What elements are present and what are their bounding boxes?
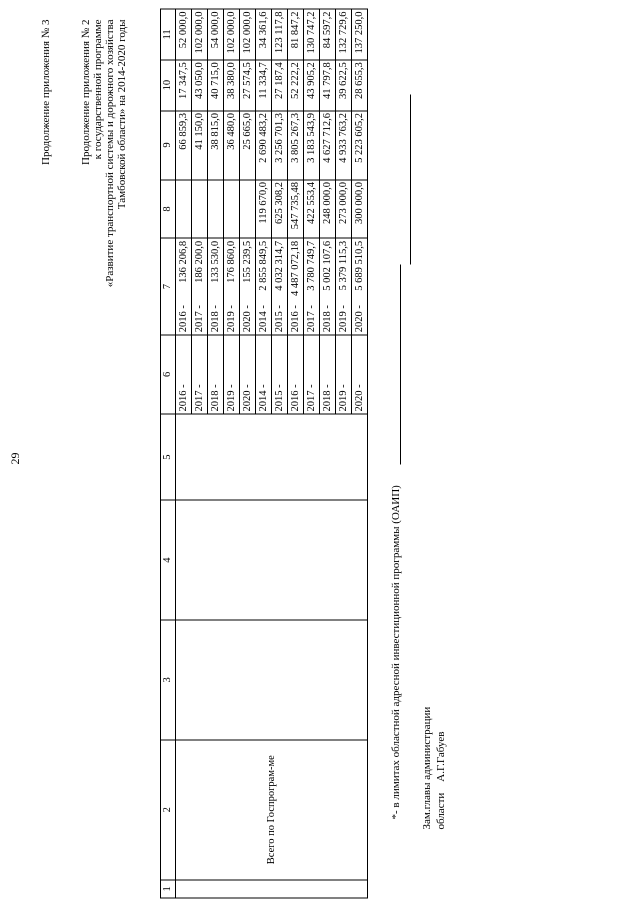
cell-total xyxy=(320,238,336,334)
cell-total-value: 5 379 115,3 xyxy=(337,240,349,291)
cell-local: 11 334,7 xyxy=(256,60,272,111)
header-cell: 7 xyxy=(161,238,176,334)
cell-federal xyxy=(176,180,192,239)
cell-local: 38 380,0 xyxy=(224,60,240,111)
cell-other: 52 000,0 xyxy=(176,9,192,60)
cell-other: 137 250,0 xyxy=(352,9,368,60)
cell-regional: 3 805 267,3 xyxy=(288,111,304,180)
cell-total xyxy=(192,238,208,334)
cell-federal: 248 000,0 xyxy=(320,180,336,239)
cell-federal xyxy=(224,180,240,239)
cell-total xyxy=(240,238,256,334)
cell-regional: 41 150,0 xyxy=(192,111,208,180)
cell-local: 28 655,3 xyxy=(352,60,368,111)
cell-federal: 422 553,4 xyxy=(304,180,320,239)
cell-federal xyxy=(240,180,256,239)
cell-total-value: 5 689 510,5 xyxy=(353,240,365,291)
cell-total-year: 2017 - xyxy=(305,305,317,333)
cell-year: 2018 - xyxy=(320,335,336,414)
total-label-cell: Всего по Госпрограм-ме xyxy=(176,740,368,880)
cell-regional: 5 223 605,2 xyxy=(352,111,368,180)
cell-regional: 38 815,0 xyxy=(208,111,224,180)
budget-table xyxy=(160,9,368,899)
cell-other: 54 000,0 xyxy=(208,9,224,60)
cell-regional: 4 933 763,2 xyxy=(336,111,352,180)
cell-total-value: 176 860,0 xyxy=(225,240,237,283)
cell-federal: 625 308,2 xyxy=(272,180,288,239)
cell-total xyxy=(176,238,192,334)
cell-total xyxy=(256,238,272,334)
cell-total xyxy=(224,238,240,334)
cell-regional: 2 690 483,2 xyxy=(256,111,272,180)
cell-total-year: 2019 - xyxy=(337,305,349,333)
appendix-line-3: «Развитие транспортной системы и дорожного хозяйства xyxy=(104,19,116,288)
cell-local: 27 187,4 xyxy=(272,60,288,111)
continuation-title: Продолжение приложения № 3 xyxy=(40,19,52,165)
cell-federal: 119 670,0 xyxy=(256,180,272,239)
cell-col5 xyxy=(176,414,368,500)
cell-regional: 25 665,0 xyxy=(240,111,256,180)
cell-other: 84 597,2 xyxy=(320,9,336,60)
cell-other: 130 747,2 xyxy=(304,9,320,60)
cell-total-value: 2 855 849,5 xyxy=(257,240,269,291)
cell-federal: 300 000,0 xyxy=(352,180,368,239)
cell-year: 2016 - xyxy=(288,335,304,414)
cell-total-value: 186 200,0 xyxy=(193,240,205,283)
cell-total-year: 2014 - xyxy=(257,305,269,333)
divider-line xyxy=(400,265,401,465)
cell-regional: 4 627 712,6 xyxy=(320,111,336,180)
cell-total-year: 2019 - xyxy=(225,305,237,333)
cell-total-value: 155 239,5 xyxy=(241,240,253,283)
cell-local: 40 715,0 xyxy=(208,60,224,111)
signature-name: А.Г.Габуев xyxy=(435,731,447,782)
cell-total xyxy=(208,238,224,334)
cell-other: 81 847,2 xyxy=(288,9,304,60)
page-number: 29 xyxy=(8,452,22,465)
cell-total-year: 2015 - xyxy=(273,305,285,333)
signature-line-2: области xyxy=(435,792,447,830)
cell-year: 2019 - xyxy=(336,335,352,414)
appendix-line-2: к государственной программе xyxy=(92,19,104,160)
cell-year: 2018 - xyxy=(208,335,224,414)
cell-total-year: 2017 - xyxy=(193,305,205,333)
header-cell: 4 xyxy=(161,500,176,620)
cell-total xyxy=(272,238,288,334)
cell-local: 43 905,2 xyxy=(304,60,320,111)
cell-year: 2014 - xyxy=(256,335,272,414)
header-cell: 10 xyxy=(161,60,176,111)
cell-col1 xyxy=(176,880,368,898)
cell-year: 2015 - xyxy=(272,335,288,414)
header-cell: 6 xyxy=(161,335,176,414)
cell-total-year: 2018 - xyxy=(321,305,333,333)
appendix-block xyxy=(80,20,128,288)
cell-col4 xyxy=(176,500,368,620)
cell-local: 43 050,0 xyxy=(192,60,208,111)
cell-total-value: 136 206,8 xyxy=(177,240,189,283)
footnote: *- в лимитах областной адресной инвестиционной программы (ОАИП) xyxy=(390,485,402,820)
header-cell: 5 xyxy=(161,414,176,500)
cell-local: 41 797,8 xyxy=(320,60,336,111)
header-cell: 9 xyxy=(161,111,176,180)
cell-local: 52 222,2 xyxy=(288,60,304,111)
cell-total-year: 2016 - xyxy=(177,305,189,333)
header-cell: 11 xyxy=(161,9,176,60)
cell-year: 2020 - xyxy=(352,335,368,414)
cell-total-year: 2020 - xyxy=(353,305,365,333)
cell-federal xyxy=(192,180,208,239)
table-body xyxy=(176,9,368,898)
cell-year: 2020 - xyxy=(240,335,256,414)
cell-total-year: 2020 - xyxy=(241,305,253,333)
cell-local: 27 574,5 xyxy=(240,60,256,111)
header-row xyxy=(161,9,176,898)
cell-total xyxy=(288,238,304,334)
divider-line-2 xyxy=(410,95,411,265)
cell-regional: 3 183 543,9 xyxy=(304,111,320,180)
header-cell: 8 xyxy=(161,180,176,239)
header-cell: 3 xyxy=(161,620,176,740)
cell-federal xyxy=(208,180,224,239)
cell-local: 39 622,5 xyxy=(336,60,352,111)
cell-total-value: 4 032 314,7 xyxy=(273,240,285,291)
cell-total-value: 133 530,0 xyxy=(209,240,221,283)
cell-other: 102 000,0 xyxy=(192,9,208,60)
cell-total-year: 2018 - xyxy=(209,305,221,333)
cell-regional: 36 480,0 xyxy=(224,111,240,180)
cell-total xyxy=(304,238,320,334)
cell-other: 102 000,0 xyxy=(224,9,240,60)
cell-year: 2019 - xyxy=(224,335,240,414)
cell-federal: 547 735,48 xyxy=(288,180,304,239)
appendix-line-1: Продолжение приложения № 2 xyxy=(80,19,92,165)
cell-year: 2017 - xyxy=(192,335,208,414)
cell-total-year: 2016 - xyxy=(289,305,301,333)
cell-other: 102 000,0 xyxy=(240,9,256,60)
cell-other: 123 117,8 xyxy=(272,9,288,60)
header-cell: 2 xyxy=(161,740,176,880)
cell-regional: 66 859,3 xyxy=(176,111,192,180)
header-cell: 1 xyxy=(161,880,176,898)
cell-total-value: 3 780 749,7 xyxy=(305,240,317,291)
appendix-line-4: Тамбовской области» на 2014-2020 годы xyxy=(116,19,128,210)
cell-year: 2016 - xyxy=(176,335,192,414)
cell-col3 xyxy=(176,620,368,740)
cell-total-value: 4 487 072,18 xyxy=(289,240,301,296)
signature-block xyxy=(420,707,448,830)
cell-regional: 3 256 701,3 xyxy=(272,111,288,180)
cell-total xyxy=(336,238,352,334)
cell-local: 17 347,5 xyxy=(176,60,192,111)
cell-total xyxy=(352,238,368,334)
signature-line-1: Зам.главы администрации xyxy=(421,706,433,830)
table-row xyxy=(176,9,192,898)
cell-other: 132 729,6 xyxy=(336,9,352,60)
cell-year: 2017 - xyxy=(304,335,320,414)
cell-other: 34 361,6 xyxy=(256,9,272,60)
cell-total-value: 5 002 107,6 xyxy=(321,240,333,291)
cell-federal: 273 000,0 xyxy=(336,180,352,239)
